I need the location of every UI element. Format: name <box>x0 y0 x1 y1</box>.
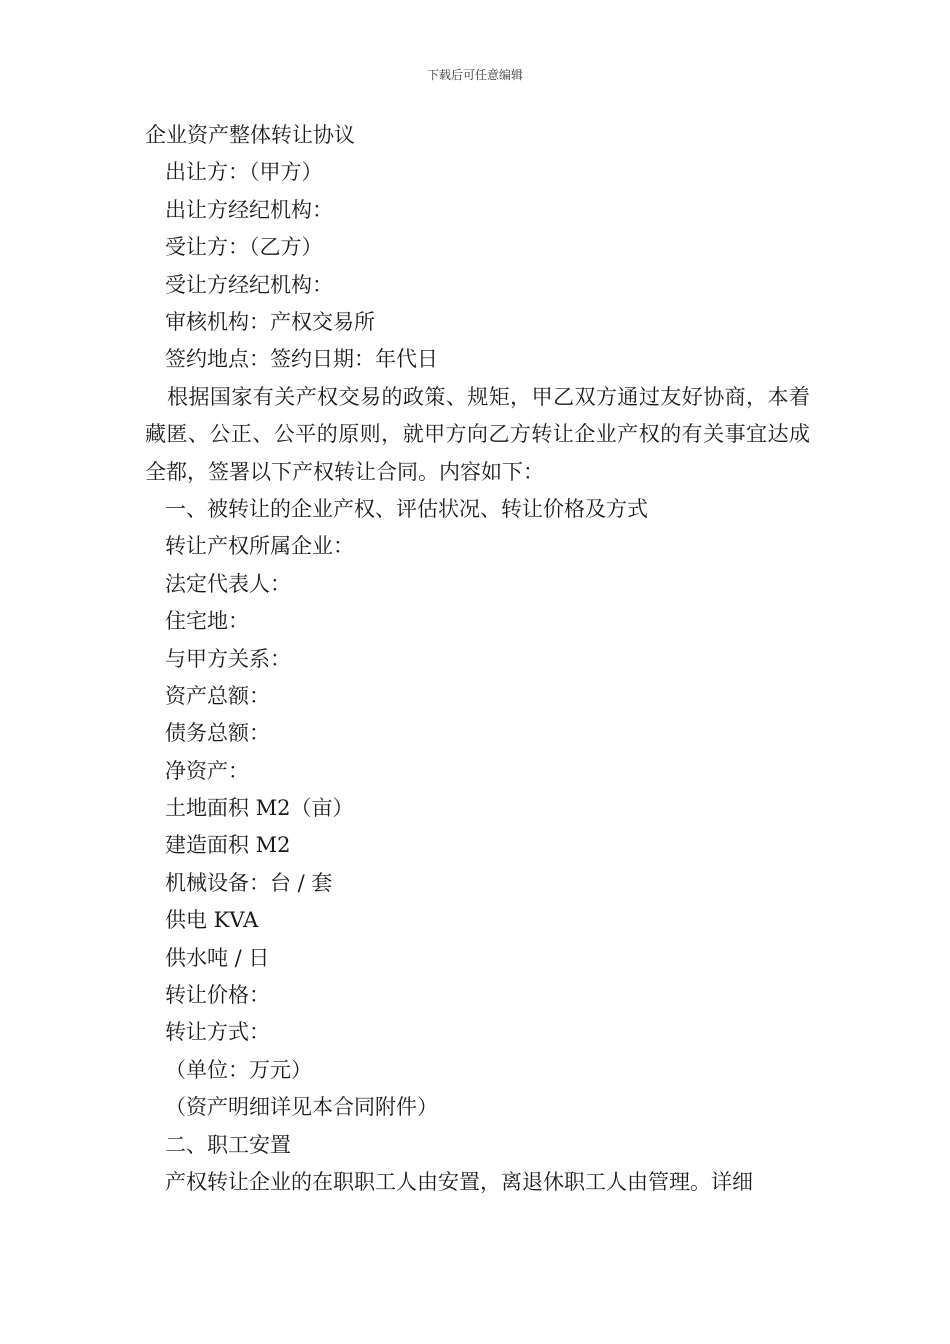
section-1-item: 机械设备：台 / 套 <box>165 870 333 895</box>
section-2-heading: 二、职工安置 <box>165 1132 291 1157</box>
signing-place-date: 签约地点：签约日期：年代日 <box>165 347 438 372</box>
section-2-paragraph: 产权转让企业的在职职工人由安置，离退休职工人由管理。详细 <box>165 1169 753 1194</box>
document-body <box>145 117 810 1201</box>
section-1-item: 建造面积 M2 <box>165 833 291 858</box>
section-1-item: 法定代表人： <box>165 571 291 596</box>
party-transferor: 出让方：（甲方） <box>165 160 323 185</box>
party-review-agency: 审核机构：产权交易所 <box>165 309 375 334</box>
section-1-item: 转让产权所属企业： <box>165 534 354 559</box>
section-1-item: 与甲方关系： <box>165 646 291 671</box>
section-1-item: 供电 KVA <box>165 908 259 933</box>
page-header-note: 下载后可任意编辑 <box>426 68 523 82</box>
party-transferee-agent: 受让方经纪机构： <box>165 272 333 297</box>
section-1-item: 供水吨 / 日 <box>165 945 270 970</box>
section-1-item: 土地面积 M2（亩） <box>165 796 354 821</box>
party-transferor-agent: 出让方经纪机构： <box>165 197 333 222</box>
section-1-item: （资产明细详见本合同附件） <box>165 1095 438 1120</box>
section-1-item: 转让方式： <box>165 1020 270 1045</box>
section-1-item: 资产总额： <box>165 683 270 708</box>
section-1-item: （单位：万元） <box>165 1057 312 1082</box>
intro-paragraph: 根据国家有关产权交易的政策、规矩，甲乙双方通过友好协商，本着藏匿、公正、公平的原则，就甲方向乙方转让企业产权的有关事宜达成全都，签署以下产权转让合同。内容如下： <box>145 384 810 484</box>
document-title: 企业资产整体转让协议 <box>145 123 355 147</box>
section-1-item: 住宅地： <box>165 609 249 634</box>
section-1-item: 转让价格： <box>165 983 270 1008</box>
section-1-heading: 一、被转让的企业产权、评估状况、转让价格及方式 <box>165 496 648 521</box>
party-transferee: 受让方：（乙方） <box>165 235 323 260</box>
section-1-item: 债务总额： <box>165 721 270 746</box>
section-1-item: 净资产： <box>165 758 249 783</box>
